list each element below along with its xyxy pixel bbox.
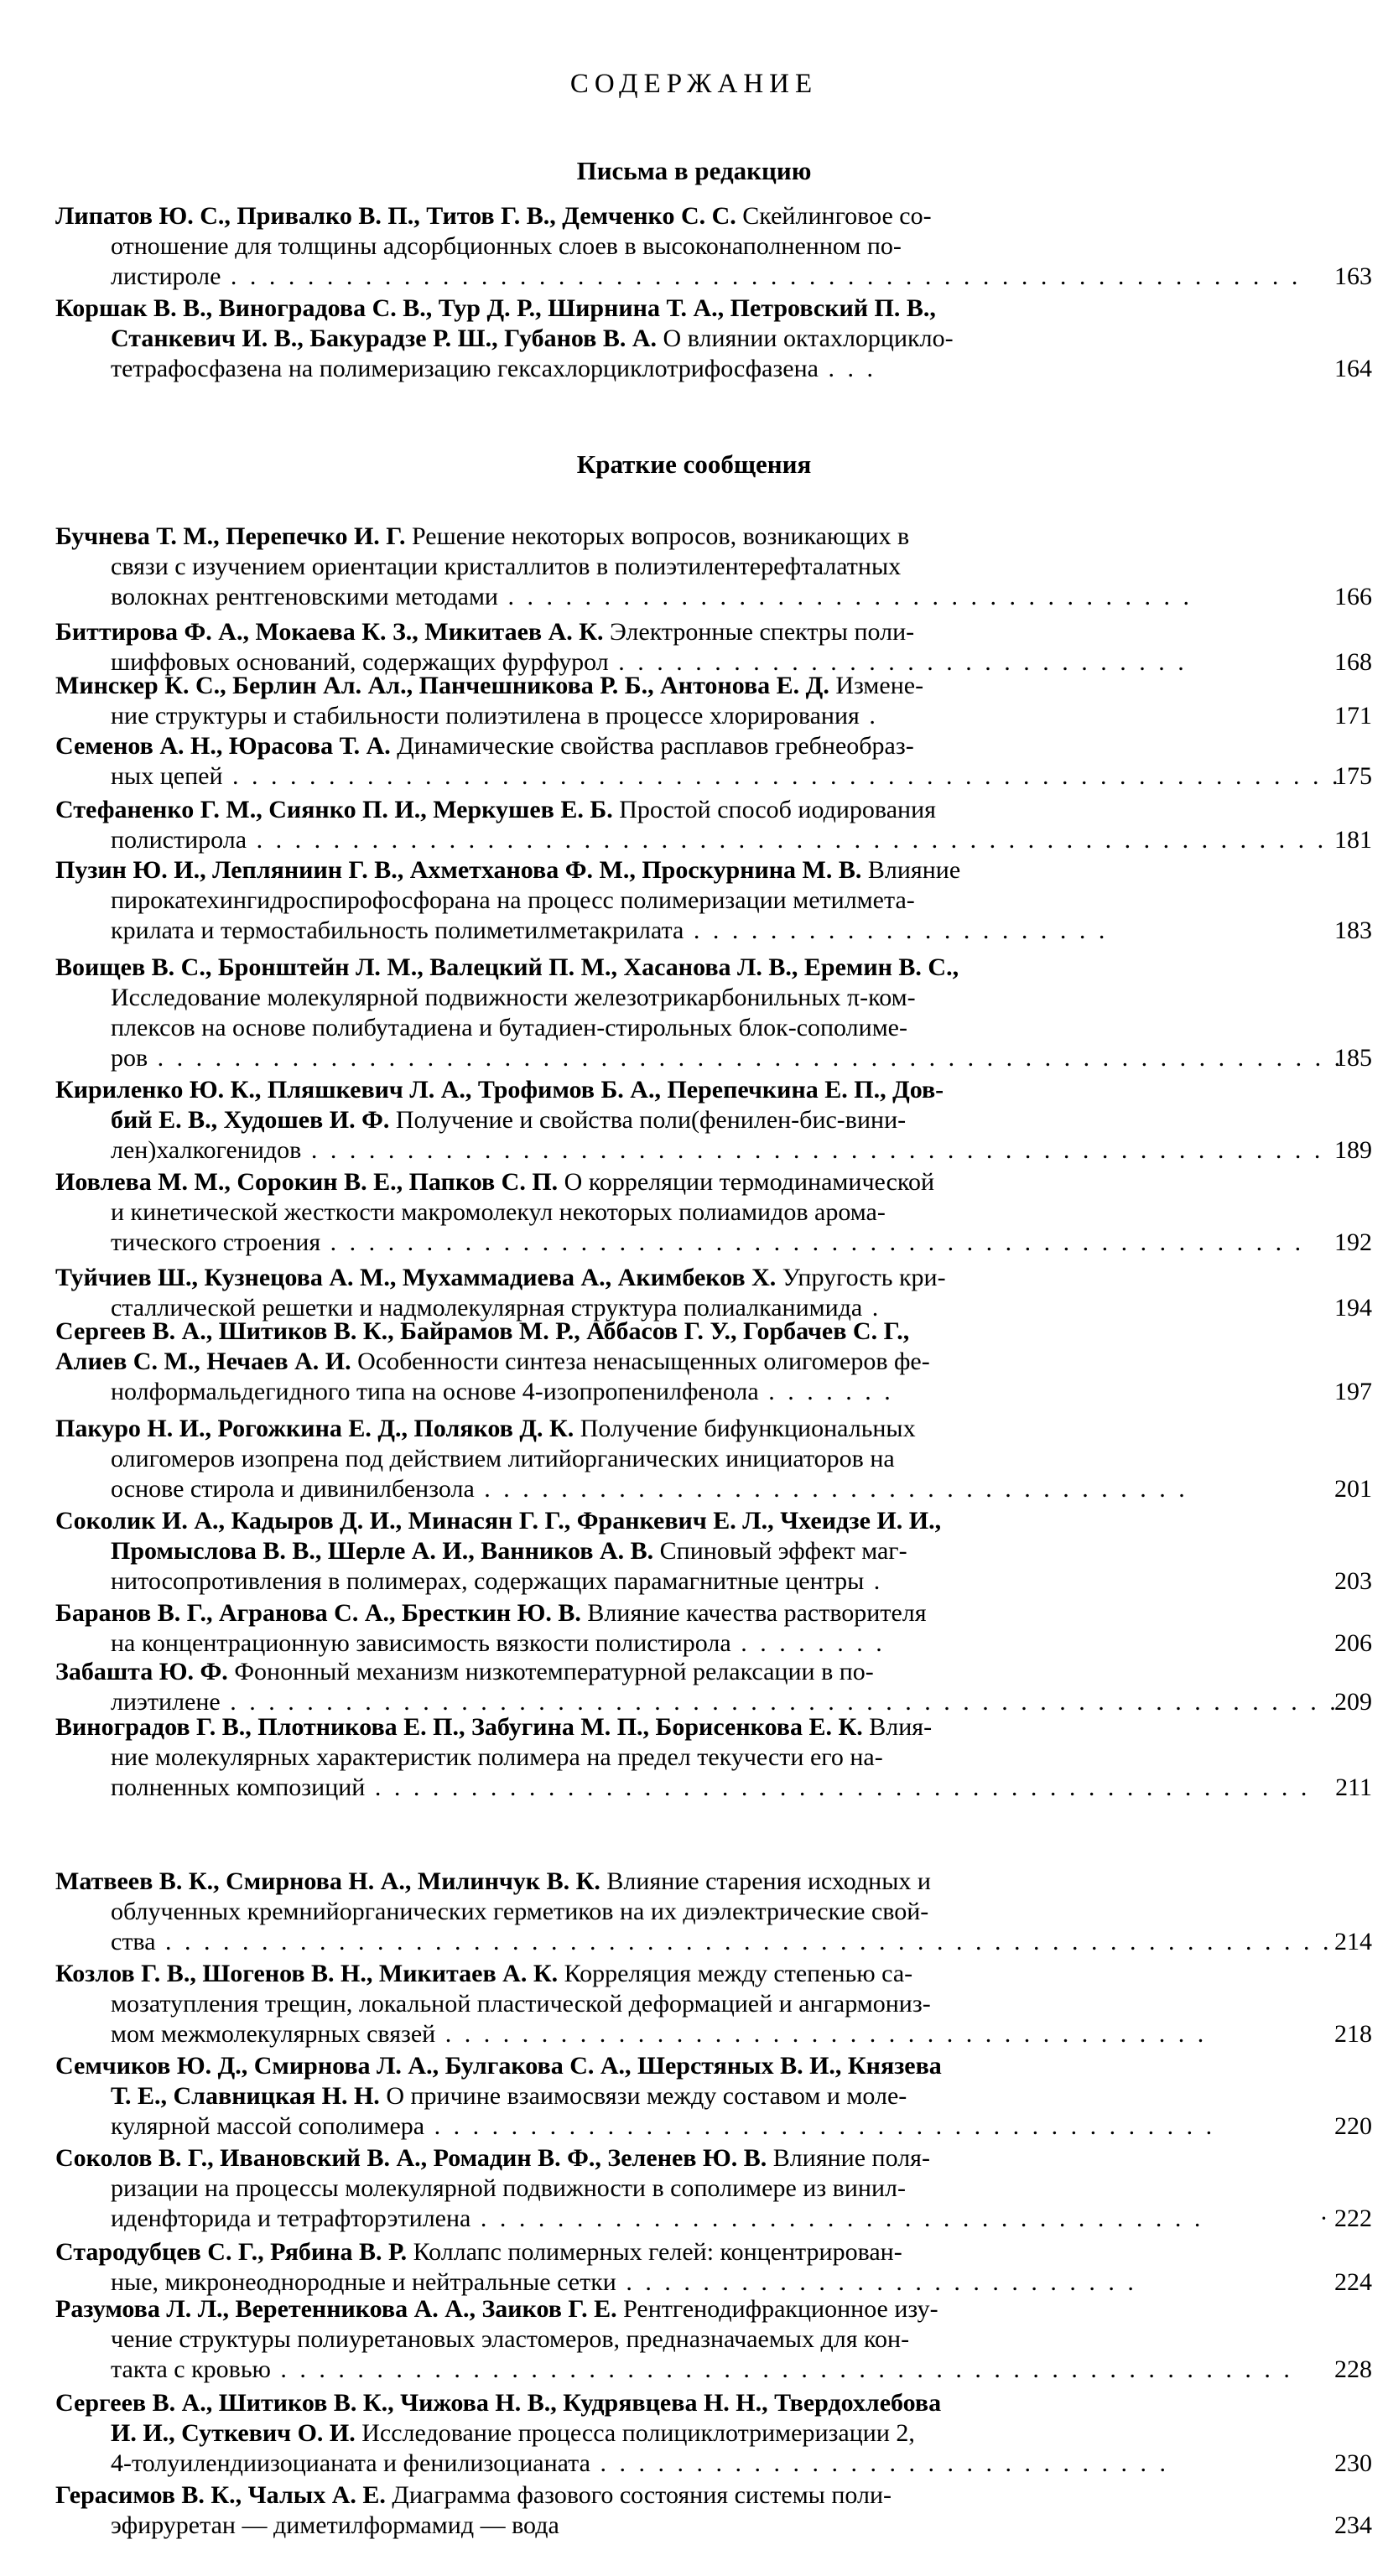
entry-authors: Минскер К. С., Берлин Ал. Ал., Панчешникова Р. Б., Антонова Е. Д.: [55, 672, 829, 699]
entry-title-text: мозатупления трещин, локальной пластической деформацией и ангармониз-: [111, 1990, 931, 2018]
page-number: 163: [1334, 262, 1372, 290]
leader-dots: . . . . . . . . . . . . . . . . . . . . . . . . . . . . . . . . . . . . . . . . . . . . . . . . . . . . .: [270, 2355, 1293, 2383]
leader-dots: . . . . . . . . . . . . . . . . . . . . . . . . . . . . . . . . . . . .: [497, 583, 1193, 610]
entry-line: [111, 2511, 1229, 2541]
leader-dots: . . . . . . . . . . . . . . . . . . . . . . . . . . . . . . . . . . . . . . . . .: [424, 2112, 1216, 2140]
toc-entry[interactable]: [55, 855, 1372, 946]
entry-line: [111, 2019, 1229, 2049]
entry-title-text: лен)халкогенидов: [111, 1136, 302, 1164]
section-heading: Краткие сообщения: [576, 449, 812, 479]
page-number: 166: [1334, 583, 1372, 610]
entry-authors: И. И., Суткевич О. И.: [111, 2419, 356, 2447]
entry-title-text: полненных композиций: [111, 1774, 366, 1801]
toc-entry[interactable]: [55, 2051, 1372, 2142]
entry-authors: Баранов В. Г., Агранова С. А., Бресткин Ю. В.: [55, 1599, 581, 1627]
entry-line: [55, 2051, 1229, 2081]
entry-line: [55, 1347, 1229, 1377]
entry-line: [55, 1867, 1229, 1897]
entry-title-text: Исследование молекулярной подвижности железотрикарбонильных π-ком-: [111, 984, 916, 1011]
toc-entry[interactable]: [55, 1598, 1372, 1659]
leader-dots: . . . . . . . . . . . . . . . . . . . . . . . . . . .: [616, 2268, 1137, 2296]
entry-line: [55, 2388, 1229, 2418]
toc-entry[interactable]: [55, 1506, 1372, 1597]
toc-entry[interactable]: [55, 201, 1372, 292]
entry-line: [111, 2324, 1229, 2355]
entry-title-text: Измене-: [829, 672, 924, 699]
page-number: 171: [1334, 702, 1372, 730]
entry-authors: Пакуро Н. И., Рогожкина Е. Д., Поляков Д. К.: [55, 1415, 574, 1442]
entry-line: [55, 1317, 1229, 1347]
entry-title-text: Влияние качества растворителя: [580, 1599, 927, 1627]
entry-title-text: связи с изучением ориентации кристаллитов в полиэтилентерефталатных: [111, 553, 902, 580]
entry-authors: Разумова Л. Л., Веретенникова А. А., Заиков Г. Е.: [55, 2295, 617, 2323]
entry-title-text: Динамические свойства расплавов гребнеобраз-: [390, 732, 914, 760]
entry-authors: Т. Е., Славницкая Н. Н.: [111, 2082, 380, 2110]
entry-line: [111, 1377, 1229, 1407]
page-number: 197: [1334, 1378, 1372, 1405]
entry-line: [111, 582, 1229, 612]
entry-line: [55, 1167, 1229, 1197]
leader-dots: . . . . . . . . . . . . . . . . . . . . . . . . . . . . . . . . . . . . . . . . . . . . . . . . . . . . . . . . . . . . . .: [148, 1044, 1344, 1072]
entry-line: [111, 2267, 1229, 2298]
toc-entry[interactable]: [55, 2143, 1372, 2234]
leader-dots: . . . . . . . . . . . . . . . . . . . . . . . . . . . . . . . . . . . . . . . .: [435, 2020, 1208, 2048]
entry-title-text: тического строения: [111, 1228, 321, 1256]
entry-title-text: Рентгенодифракционное изу-: [616, 2295, 938, 2323]
leader-dots: . . . . . . . . . . . . . . . . . . . . . . . . . . . . . . . . . . . . .: [474, 1475, 1188, 1503]
toc-entry[interactable]: [55, 1414, 1372, 1504]
entry-line: [55, 795, 1229, 825]
toc-entry[interactable]: [55, 1712, 1372, 1803]
leader-dots: .: [859, 702, 879, 730]
page-number: · 222: [1319, 2205, 1372, 2232]
leader-dots: . . . . . . . . . . . . . . . . . . . . . . . . . . . . . . . . . . . . . . . . . . . . . . . . . . . . . . . . . .: [222, 762, 1342, 790]
entry-title-text: полистирола: [111, 826, 247, 854]
entry-title-text: Фононный механизм низкотемпературной релаксации в по-: [227, 1658, 874, 1685]
leader-dots: .: [864, 1567, 884, 1595]
entry-authors: Алиев С. М., Нечаев А. И.: [55, 1348, 351, 1375]
entry-title-text: сталлической решетки и надмолекулярная структура полиалканимида: [111, 1294, 863, 1322]
entry-line: [111, 1897, 1229, 1927]
entry-authors: Иовлева М. М., Сорокин В. Е., Папков С. П.: [55, 1168, 559, 1196]
entry-line: [55, 1506, 1229, 1536]
entry-title-text: отношение для толщины адсорбционных слоев в высоконаполненном по-: [111, 232, 902, 260]
toc-entry[interactable]: [55, 2237, 1372, 2298]
entry-line: [111, 1773, 1311, 1803]
entry-line: [111, 1105, 1229, 1135]
page-number: 168: [1334, 648, 1372, 676]
entry-line: [111, 231, 1229, 262]
toc-entry[interactable]: [55, 1959, 1372, 2049]
toc-entry[interactable]: [55, 731, 1372, 792]
page-number: 230: [1334, 2449, 1372, 2477]
entry-authors: Стефаненко Г. М., Сиянко П. И., Меркушев Е. Б.: [55, 796, 613, 823]
entry-authors: Семчиков Ю. Д., Смирнова Л. А., Булгакова С. А., Шерстяных В. И., Князева: [55, 2052, 942, 2080]
leader-dots: . . . . . . . . . . . . . . . . . . . . . . . . . . . . . .: [608, 648, 1188, 676]
entry-title-text: Получение и свойства поли(фенилен-бис-вини-: [389, 1106, 907, 1134]
entry-line: [111, 262, 1302, 292]
entry-authors: Станкевич И. В., Бакурадзе Р. Ш., Губанов В. А.: [111, 325, 658, 352]
entry-authors: Пузин Ю. И., Лепляниин Г. В., Ахметханова Ф. М., Проскурнина М. В.: [55, 856, 862, 884]
page-number: 201: [1334, 1475, 1372, 1503]
entry-line: [111, 2111, 1229, 2142]
entry-title-text: чение структуры полиуретановых эластомеров, предназначаемых для кон-: [111, 2325, 910, 2353]
toc-entry[interactable]: [55, 1263, 1372, 1323]
page-number: 185: [1334, 1044, 1372, 1072]
entry-title-text: Скейлинговое со-: [736, 202, 932, 230]
entry-title-text: О причине взаимосвязи между составом и моле-: [379, 2082, 907, 2110]
leader-dots: . . . . . . . . . . . . . . . . . . . . . . . . . . . . . . . . . . . . . . . . . . . . . . . . . . . . . . . .: [221, 262, 1302, 290]
toc-entry[interactable]: [55, 2388, 1372, 2479]
entry-title-text: волокнах рентгеновскими методами: [111, 583, 498, 610]
entry-line: [111, 1474, 1229, 1504]
entry-title-text: такта с кровью: [111, 2355, 271, 2383]
entry-authors: Кириленко Ю. К., Пляшкевич Л. А., Трофимов Б. А., Перепечкина Е. П., Дов-: [55, 1076, 944, 1104]
entry-title-text: ние молекулярных характеристик полимера на предел текучести его на-: [111, 1743, 883, 1771]
entry-line: [55, 1263, 1229, 1293]
leader-dots: . . . . . . . . . . . . . . . . . . . . . . . . . . . . . . . . . . . . . .: [470, 2205, 1204, 2232]
entry-line: [111, 1927, 1333, 1957]
toc-entry[interactable]: [55, 1867, 1372, 1957]
section-heading: Письма в редакцию: [576, 156, 812, 185]
entry-authors: Забашта Ю. Ф.: [55, 1658, 228, 1685]
entry-line: [55, 1657, 1229, 1687]
entry-title-text: 4-толуилендиизоцианата и фенилизоцианата: [111, 2449, 590, 2477]
toc-entry[interactable]: [55, 617, 1372, 678]
entry-authors: Соколов В. Г., Ивановский В. А., Ромадин В. Ф., Зеленев Ю. В.: [55, 2144, 767, 2172]
page-number: 175: [1334, 762, 1372, 790]
page-number: 224: [1334, 2268, 1372, 2296]
page-number: 218: [1334, 2020, 1372, 2048]
entry-line: [111, 2418, 1229, 2449]
entry-authors: Виноградов Г. В., Плотникова Е. П., Забугина М. П., Борисенкова Е. К.: [55, 1713, 863, 1741]
toc-entry[interactable]: [55, 1075, 1372, 1166]
page-number: 203: [1334, 1567, 1372, 1595]
page-number: 181: [1334, 826, 1372, 854]
entry-authors: Биттирова Ф. А., Мокаева К. З., Микитаев А. К.: [55, 618, 604, 646]
page-number: 192: [1334, 1228, 1372, 1256]
entry-line: [111, 701, 1229, 731]
entry-title-text: основе стирола и дивинилбензола: [111, 1475, 475, 1503]
entry-authors: Туйчиев Ш., Кузнецова А. М., Мухаммадиева А., Акимбеков Х.: [55, 1264, 777, 1291]
toc-entry[interactable]: [55, 293, 1372, 384]
entry-authors: Стародубцев С. Г., Рябина В. Р.: [55, 2238, 408, 2266]
toc-entry[interactable]: [55, 671, 1372, 731]
entry-line: [55, 2480, 1229, 2511]
entry-line: [111, 1566, 1229, 1597]
leader-dots: . . . . . . .: [758, 1378, 894, 1405]
entry-title-text: Особенности синтеза ненасыщенных олигомеров фе-: [351, 1348, 930, 1375]
entry-line: [111, 2204, 1229, 2234]
entry-authors: Воищев В. С., Бронштейн Л. М., Валецкий П. М., Хасанова Л. В., Еремин В. С.,: [55, 953, 959, 981]
entry-authors: Семенов А. Н., Юрасова Т. А.: [55, 732, 391, 760]
entry-title-text: Получение бифункциональных: [574, 1415, 916, 1442]
entry-line: [111, 354, 1229, 384]
entry-title-text: шиффовых оснований, содержащих фурфурол: [111, 648, 609, 676]
entry-line: [55, 731, 1229, 761]
entry-title-text: Спиновый эффект маг-: [653, 1537, 907, 1565]
entry-authors: Матвеев В. К., Смирнова Н. А., Милинчук В. К.: [55, 1867, 600, 1895]
entry-title-text: Решение некоторых вопросов, возникающих в: [405, 522, 910, 550]
entry-title-text: облученных кремнийорганических герметиков на их диэлектрические свой-: [111, 1898, 929, 1925]
entry-title-text: нитосопротивления в полимерах, содержащих парамагнитные центры: [111, 1567, 865, 1595]
entry-line: [55, 953, 1229, 983]
leader-dots: . . . . . . . . . . . . . . . . . . . . . . . . . . . . . . . . . . . . . . . . . . . . . . . . . . .: [320, 1228, 1305, 1256]
entry-title-text: Влияние: [861, 856, 961, 884]
entry-line: [55, 522, 1229, 552]
entry-line: [111, 761, 1342, 792]
entry-line: [111, 886, 1229, 916]
entry-title-text: и кинетической жесткости макромолекул некоторых полиамидов арома-: [111, 1198, 886, 1226]
page-number: 214: [1334, 1928, 1372, 1955]
entry-line: [55, 1598, 1229, 1628]
entry-authors: Сергеев В. А., Шитиков В. К., Байрамов М. Р., Аббасов Г. У., Горбачев С. Г.,: [55, 1317, 910, 1345]
entry-line: [55, 2143, 1229, 2174]
entry-title-text: ров: [111, 1044, 148, 1072]
entry-authors: Промыслова В. В., Шерле А. И., Ванников А. В.: [111, 1537, 654, 1565]
entry-title-text: нолформальдегидного типа на основе 4-изопропенилфенола: [111, 1378, 759, 1405]
entry-line: [111, 1989, 1229, 2019]
entry-line: [111, 1742, 1229, 1773]
entry-authors: Коршак В. В., Виноградова С. В., Тур Д. Р., Ширнина Т. А., Петровский П. В.,: [55, 294, 936, 322]
entry-title-text: олигомеров изопрена под действием литийорганических инициаторов на: [111, 1445, 895, 1472]
entry-title-text: Влияние поля-: [767, 2144, 930, 2172]
toc-entry[interactable]: [55, 953, 1372, 1073]
entry-title-text: Упругость кри-: [776, 1264, 946, 1291]
entry-line: [55, 617, 1229, 647]
entry-title-text: Диаграмма фазового состояния системы поли-: [385, 2481, 892, 2509]
entry-title-text: О корреляции термодинамической: [558, 1168, 935, 1196]
entry-title-text: Электронные спектры поли-: [603, 618, 915, 646]
entry-title-text: иденфторида и тетрафторэтилена: [111, 2205, 471, 2232]
entry-line: [55, 201, 1229, 231]
page-number: 164: [1334, 355, 1372, 382]
entry-authors: Сергеев В. А., Шитиков В. К., Чижова Н. В., Кудрявцева Н. Н., Твердохлебова: [55, 2389, 942, 2417]
entry-line: [55, 1712, 1229, 1742]
entry-authors: бий Е. В., Худошев И. Ф.: [111, 1106, 390, 1134]
page-number: 234: [1334, 2511, 1372, 2539]
entry-line: [111, 2449, 1229, 2479]
toc-entry[interactable]: [55, 1167, 1372, 1258]
entry-line: [55, 671, 1229, 701]
entry-line: [111, 324, 1229, 354]
entry-line: [111, 2174, 1229, 2204]
entry-title-text: ства: [111, 1928, 156, 1955]
entry-title-text: ных цепей: [111, 762, 223, 790]
entry-line: [55, 1414, 1229, 1444]
entry-title-text: Исследование процесса полициклотримеризации 2,: [355, 2419, 915, 2447]
leader-dots: . . . . . . . . . . . . . . . . . . . . . . . . . . . . . . . . . . . . . . . . . . . . . . . . . . . . . . . . . . . . .: [155, 1928, 1333, 1955]
toc-entry[interactable]: [55, 1657, 1372, 1717]
entry-title-text: листироле: [111, 262, 221, 290]
entry-title-text: мом межмолекулярных связей: [111, 2020, 436, 2048]
entry-line: [55, 2294, 1229, 2324]
entry-line: [111, 1197, 1229, 1228]
entry-title-text: ризации на процессы молекулярной подвижности в сополимере из винил-: [111, 2174, 906, 2202]
leader-dots: . . .: [818, 355, 876, 382]
entry-line: [55, 2237, 1229, 2267]
entry-authors: Бучнева Т. М., Перепечко И. Г.: [55, 522, 406, 550]
page-number: 228: [1334, 2355, 1372, 2383]
entry-line: [111, 1013, 1229, 1043]
leader-dots: .: [862, 1294, 882, 1322]
entry-line: [111, 983, 1229, 1013]
toc-entry[interactable]: [55, 2294, 1372, 2385]
leader-dots: . . . . . . . . . . . . . . . . . . . . . . . . . . . . . . . . . . . . . . . . . . . . . . . . . . . . . . . . . .: [220, 1688, 1339, 1716]
page-number: 211: [1335, 1774, 1372, 1801]
entry-title-text: Влияние старения исходных и: [600, 1867, 931, 1895]
entry-line: [111, 552, 1229, 582]
entry-line: [111, 1135, 1324, 1166]
entry-authors: Соколик И. А., Кадыров Д. И., Минасян Г. Г., Франкевич Е. Л., Чхеидзе И. И.,: [55, 1507, 942, 1535]
entry-line: [111, 2355, 1293, 2385]
entry-title-text: на концентрационную зависимость вязкости полистирола: [111, 1629, 731, 1657]
entry-line: [55, 1075, 1229, 1105]
entry-authors: Липатов Ю. С., Привалко В. П., Титов Г. В., Демченко С. С.: [55, 202, 736, 230]
page-number: 189: [1334, 1136, 1372, 1164]
entry-line: [111, 825, 1328, 855]
page-number: 194: [1334, 1294, 1372, 1322]
toc-entry[interactable]: [55, 522, 1372, 612]
page-number: 209: [1334, 1688, 1372, 1716]
entry-title-text: крилата и термостабильность полиметилметакрилата: [111, 917, 684, 944]
entry-line: [111, 2081, 1229, 2111]
leader-dots: . . . . . . . .: [730, 1629, 886, 1657]
contents-title: СОДЕРЖАНИЕ: [569, 69, 819, 99]
entry-authors: Козлов Г. В., Шогенов В. Н., Микитаев А. К.: [55, 1960, 559, 1987]
entry-line: [111, 1043, 1344, 1073]
entry-title-text: тетрафосфазена на полимеризацию гексахлорциклотрифосфазена: [111, 355, 819, 382]
leader-dots: . . . . . . . . . . . . . . . . . . . . . . . . . . . . . . . . . . . . . . . . . . . . . . . . .: [365, 1774, 1311, 1801]
page-number: 183: [1334, 917, 1372, 944]
entry-line: [111, 1228, 1305, 1258]
toc-entry[interactable]: [55, 2480, 1372, 2541]
entry-title-text: эфируретан — диметилформамид — вода: [111, 2511, 559, 2539]
entry-authors: Герасимов В. К., Чалых А. Е.: [55, 2481, 386, 2509]
entry-title-text: кулярной массой сополимера: [111, 2112, 425, 2140]
leader-dots: . . . . . . . . . . . . . . . . . . . . . . . . . . . . . . . . . . . . . . . . . . . . . . . . . . . . . . . .: [247, 826, 1328, 854]
entry-line: [111, 1536, 1229, 1566]
entry-title-text: лиэтилене: [111, 1688, 221, 1716]
entry-title-text: Влия-: [862, 1713, 933, 1741]
entry-line: [111, 1444, 1229, 1474]
leader-dots: . . . . . . . . . . . . . . . . . . . . . .: [684, 917, 1109, 944]
entry-title-text: ные, микронеоднородные и нейтральные сетки: [111, 2268, 616, 2296]
entry-line: [55, 855, 1229, 886]
page-number: 206: [1334, 1629, 1372, 1657]
entry-line: [111, 916, 1229, 946]
leader-dots: . . . . . . . . . . . . . . . . . . . . . . . . . . . . . . . . . . . . . . . . . . . . . . . . . . . . .: [301, 1136, 1324, 1164]
toc-entry[interactable]: [55, 1317, 1372, 1407]
entry-title-text: Корреляция между степенью са-: [558, 1960, 913, 1987]
entry-title-text: ние структуры и стабильности полиэтилена в процессе хлорирования: [111, 702, 860, 730]
entry-line: [55, 293, 1229, 324]
toc-entry[interactable]: [55, 795, 1372, 855]
entry-title-text: плексов на основе полибутадиена и бутадиен-стирольных блок-сополиме-: [111, 1014, 907, 1041]
entry-title-text: пирокатехингидроспирофосфорана на процесс полимеризации метилмета-: [111, 886, 915, 914]
page-number: 220: [1334, 2112, 1372, 2140]
entry-line: [55, 1959, 1229, 1989]
entry-title-text: Простой способ иодирования: [612, 796, 936, 823]
entry-line: [111, 1628, 1229, 1659]
entry-title-text: Коллапс полимерных гелей: концентрирован-: [407, 2238, 902, 2266]
entry-title-text: О влиянии октахлорцикло-: [657, 325, 954, 352]
leader-dots: . . . . . . . . . . . . . . . . . . . . . . . . . . . . . .: [590, 2449, 1169, 2477]
